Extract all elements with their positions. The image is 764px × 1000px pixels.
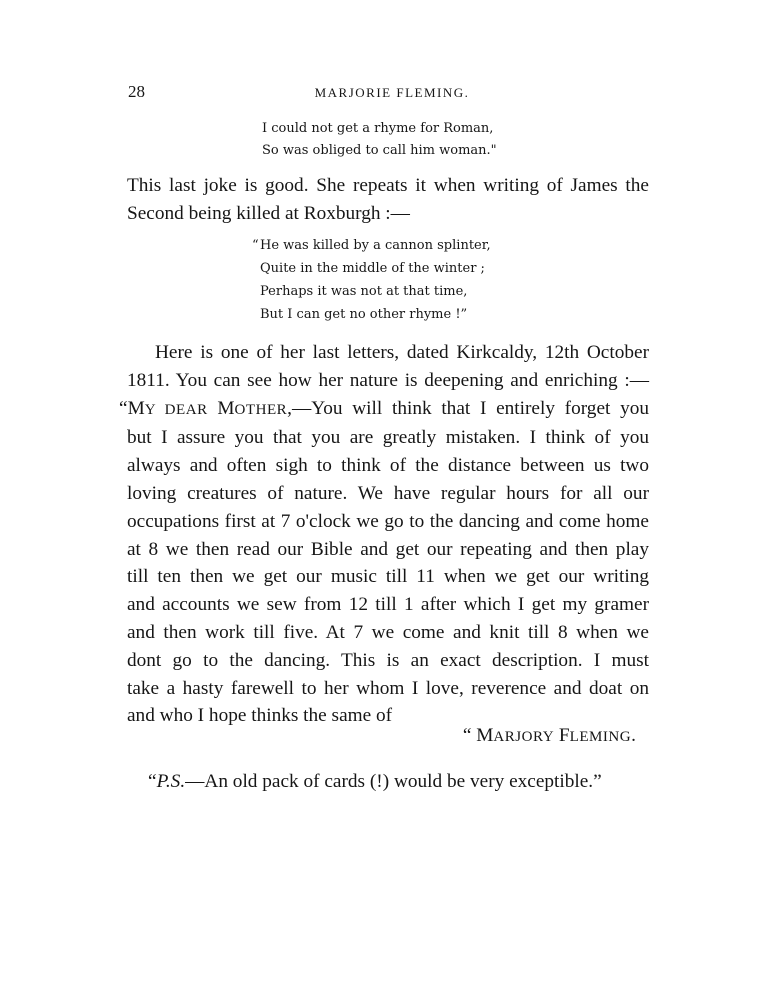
verse-line-text: He was killed by a cannon splinter, xyxy=(260,238,491,253)
verse-roman xyxy=(262,118,497,162)
paragraph-line: but I assure you that you are greatly mistaken. I think of you xyxy=(127,427,649,449)
letter-text: ,—You will think that I entirely forget you xyxy=(287,397,650,419)
paragraph-line: and who I hope thinks the same of xyxy=(127,705,393,727)
page-header xyxy=(128,82,648,102)
letter-postscript xyxy=(148,768,602,796)
paragraph-line: take a hasty farewell to her whom I love, reverence and doat on xyxy=(127,677,649,699)
verse-line: Quite in the middle of the winter ; xyxy=(260,261,485,276)
letter-salutation-line xyxy=(119,395,649,425)
page-number: 28 xyxy=(128,82,145,101)
verse-cannon-splinter xyxy=(252,234,491,326)
letter-signature: “ MARJORY FLEMING. xyxy=(462,725,636,746)
paragraph-line: Here is one of her last letters, dated Kirkcaldy, 12th October xyxy=(155,342,649,363)
open-quote: “ xyxy=(119,397,128,419)
paragraph-line: Second being killed at Roxburgh :— xyxy=(127,202,410,224)
verse-line xyxy=(252,234,491,257)
paragraph-line: dont go to the dancing. This is an exact description. I must xyxy=(127,649,649,671)
paragraph-line: at 8 we then read our Bible and get our repeating and then play xyxy=(127,538,649,560)
verse-line: But I can get no other rhyme !” xyxy=(260,307,468,322)
paragraph-line: always and often sigh to think of the distance between us two xyxy=(127,455,649,477)
paragraph-line: and accounts we sew from 12 till 1 after which I get my gramer xyxy=(127,594,649,616)
paragraph-letter xyxy=(119,339,650,730)
ps-label: P.S. xyxy=(156,771,186,792)
paragraph-joke xyxy=(127,172,649,228)
verse-line: So was obliged to call him woman." xyxy=(262,143,497,158)
verse-line: I could not get a rhyme for Roman, xyxy=(262,121,494,136)
paragraph-line: This last joke is good. She repeats it when writing of James the xyxy=(127,175,649,196)
running-head: MARJORIE FLEMING. xyxy=(314,85,470,100)
paragraph-line: and then work till five. At 7 we come and knit till 8 when we xyxy=(127,621,649,643)
paragraph-line: occupations first at 7 o'clock we go to the dancing and come home xyxy=(127,510,649,532)
verse-line: Perhaps it was not at that time, xyxy=(260,284,468,299)
paragraph-line: 1811. You can see how her nature is deepening and enriching :— xyxy=(127,369,649,391)
salutation: MY DEAR MOTHER xyxy=(127,397,288,419)
open-quote: “ xyxy=(148,771,157,792)
postscript-text: —An old pack of cards (!) would be very exceptible.” xyxy=(185,771,602,792)
paragraph-line: loving creatures of nature. We have regular hours for all our xyxy=(127,482,649,504)
open-quote: “ xyxy=(462,725,477,746)
paragraph-line: till ten then we get our music till 11 when we get our writing xyxy=(127,566,649,588)
open-quote: “ xyxy=(252,238,259,253)
